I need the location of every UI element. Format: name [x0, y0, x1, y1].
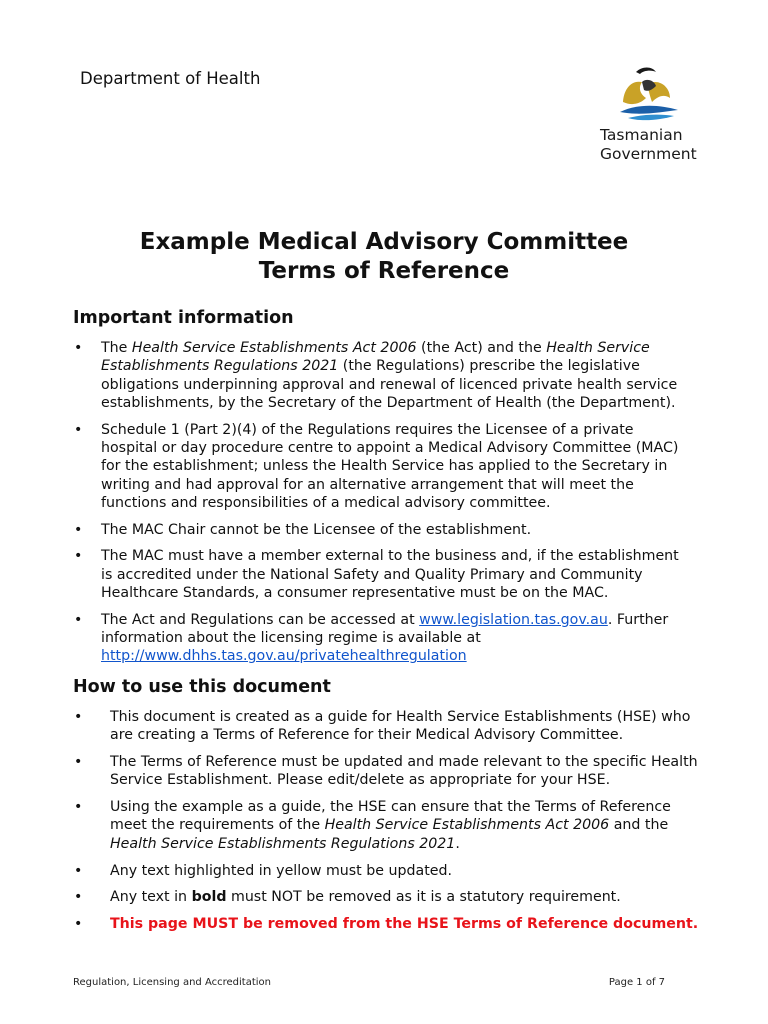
list-item: • The MAC must have a member external to the business and, if the establishment is accredited under the National Safety and Quality Primary and Community Healthcare Standards, a consumer representative must be on the MAC. [74, 548, 679, 602]
list-item: • Using the example as a guide, the HSE can ensure that the Terms of Reference meet the requirements of the Health Service Establishments Act 2006 and the Health Service Establishments Regulations 2021. [74, 799, 671, 852]
list-item: • The Act and Regulations can be accessed at www.legislation.tas.gov.au. Further information about the licensing regime is available at http://www.dhhs.tas.gov.au/privatehealthregulation [74, 611, 669, 665]
list-item: • This document is created as a guide for Health Service Establishments (HSE) who are creating a Terms of Reference for their Medical Advisory Committee. [74, 709, 691, 744]
department-name: Department of Health [80, 69, 261, 88]
page-title [0, 228, 768, 286]
list-item: • Schedule 1 (Part 2)(4) of the Regulations requires the Licensee of a private hospital or day procedure centre to appoint a Medical Advisory Committee (MAC) for the establishment; unless the Health Service has applied to the Secretary in writing and had approval for an alternative arrangement that will meet the functions and responsibilities of a medical advisory committee. [74, 421, 679, 511]
bullet-icon: • [74, 862, 83, 879]
bullet-icon: • [74, 611, 83, 628]
bullet-icon: • [74, 421, 83, 438]
list-item: • The Health Service Establishments Act 2006 (the Act) and the Health Service Establishments Regulations 2021 (the Regulations) prescribe the legislative obligations underpinning approval and renewal of licenced private health service establishments, by the Secretary of the Department of Health (the Department). [74, 340, 678, 411]
legislation-link[interactable]: www.legislation.tas.gov.au [419, 611, 608, 628]
section-heading-how-to-use: How to use this document [73, 677, 331, 697]
bullet-icon: • [74, 889, 83, 906]
title-line-1: Example Medical Advisory Committee [139, 229, 629, 255]
logo-line-2: Government [600, 145, 697, 163]
bullet-icon: • [74, 754, 83, 771]
bullet-icon: • [74, 521, 83, 538]
list-item: • The Terms of Reference must be updated and made relevant to the specific Health Service Establishment. Please edit/delete as appropriate for your HSE. [74, 754, 698, 789]
list-item [74, 915, 700, 933]
bullet-icon: • [74, 799, 83, 816]
title-line-2: Terms of Reference [258, 258, 510, 284]
how-to-use-list [74, 708, 700, 942]
footer-left: Regulation, Licensing and Accreditation [73, 977, 271, 988]
list-item: • Any text in bold must NOT be removed as it is a statutory requirement. [74, 889, 621, 906]
tasmanian-devil-emblem-icon [618, 64, 680, 128]
bullet-icon: • [74, 340, 83, 356]
page-number: Page 1 of 7 [608, 977, 665, 988]
important-information-list [74, 339, 691, 674]
removal-warning: This page MUST be removed from the HSE Terms of Reference document. [110, 916, 699, 933]
list-item: • Any text highlighted in yellow must be updated. [74, 862, 453, 879]
bullet-icon: • [74, 916, 83, 933]
list-item: • The MAC Chair cannot be the Licensee of the establishment. [74, 521, 532, 538]
section-heading-important-information: Important information [73, 308, 294, 328]
bullet-icon: • [74, 548, 83, 565]
logo-line-1: Tasmanian [600, 126, 683, 144]
tasmanian-government-logo [600, 64, 710, 164]
bullet-icon: • [74, 709, 83, 725]
private-health-regulation-link[interactable]: http://www.dhhs.tas.gov.au/privatehealthregulation [101, 648, 467, 665]
